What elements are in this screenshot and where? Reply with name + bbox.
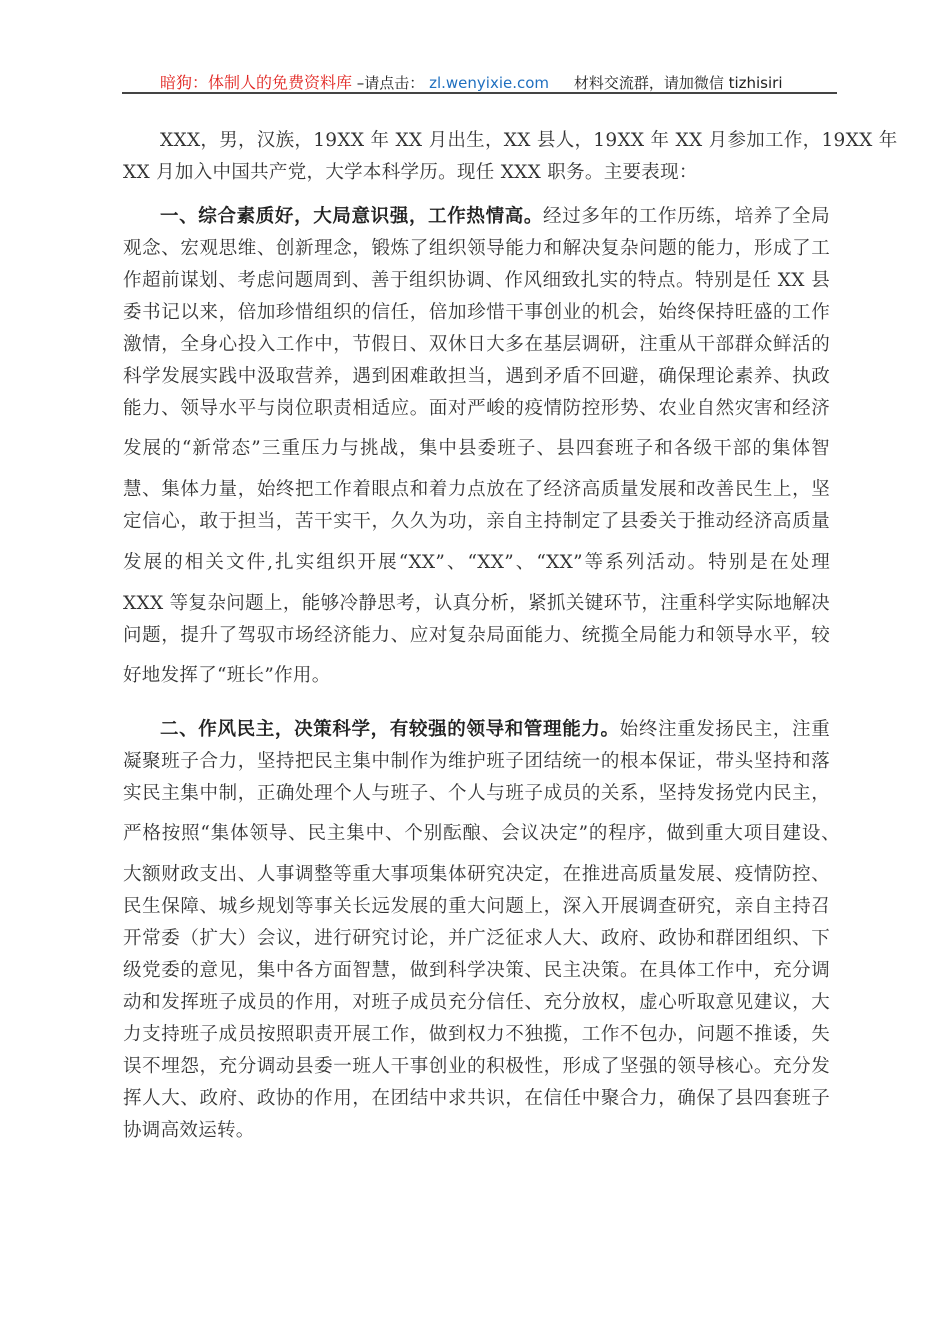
section2-line: 民生保障、城乡规划等事关长远发展的重大问题上，深入开展调查研究，亲自主持召 [123, 896, 830, 917]
section2-line: 严格按照“集体领导、民主集中、个别酝酿、会议决定”的程序，做到重大项目建设、 [123, 823, 840, 844]
section1-text: 经过多年的工作历练，培养了全局 [543, 206, 830, 227]
header-divider [122, 92, 837, 94]
section2-line: 协调高效运转。 [123, 1120, 255, 1141]
section1-line: XXX 等复杂问题上，能够冷静思考，认真分析，紧抓关键环节，注重科学实际地解决 [123, 593, 830, 614]
section1-line: 好地发挥了“班长”作用。 [123, 665, 331, 686]
section1-line: 定信心，敢于担当，苦干实干，久久为功，亲自主持制定了县委关于推动经济高质量 [123, 511, 830, 532]
section1-line: 慧、集体力量，始终把工作着眼点和着力点放在了经济高质量发展和改善民生上，坚 [123, 479, 830, 500]
page-header [160, 70, 783, 93]
section2-line: 力支持班子成员按照职责开展工作，做到权力不独揽，工作不包办，问题不推诿，失 [123, 1024, 830, 1045]
section2-line: 挥人大、政府、政协的作用，在团结中求共识，在信任中聚合力，确保了县四套班子 [123, 1088, 830, 1109]
section2-heading: 二、作风民主，决策科学，有较强的领导和管理能力。 [160, 719, 620, 740]
section2-text: 始终注重发扬民主，注重 [619, 719, 830, 740]
site-link[interactable]: zl.wenyixie.com [429, 74, 550, 92]
section2-line: 动和发挥班子成员的作用，对班子成员充分信任、充分放权，虚心听取意见建议，大 [123, 992, 830, 1013]
section2-line: 开常委（扩大）会议，进行研究讨论，并广泛征求人大、政府、政协和群团组织、下 [123, 928, 830, 949]
site-name: 暗狗：体制人的免费资料库 [160, 73, 353, 92]
section1-line: 发展的相关文件,扎实组织开展“XX”、“XX”、“XX”等系列活动。特别是在处理 [123, 552, 830, 573]
section1-first-line [160, 204, 830, 230]
section1-heading: 一、综合素质好，大局意识强，工作热情高。 [160, 206, 544, 227]
section1-line: 问题，提升了驾驭市场经济能力、应对复杂局面能力、统揽全局能力和领导水平，较 [123, 625, 830, 646]
section2-line: 误不埋怨，充分调动县委一班人干事创业的积极性，形成了坚强的领导核心。充分发 [123, 1056, 830, 1077]
section1-line: 观念、宏观思维、创新理念，锻炼了组织领导能力和解决复杂问题的能力，形成了工 [123, 238, 830, 259]
section2-line: 级党委的意见，集中各方面智慧，做到科学决策、民主决策。在具体工作中，充分调 [123, 960, 830, 981]
wechat-note: 材料交流群，请加微信 tizhisiri [573, 74, 783, 92]
section1-line: 作超前谋划、考虑问题周到、善于组织协调、作风细致扎实的特点。特别是任 XX 县 [123, 270, 830, 291]
section1-line: 激情，全身心投入工作中，节假日、双休日大多在基层调研，注重从干部群众鲜活的 [123, 334, 830, 355]
intro-line: XX 月加入中国共产党，大学本科学历。现任 XXX 职务。主要表现： [123, 162, 698, 183]
intro-line: XXX，男，汉族，19XX 年 XX 月出生，XX 县人，19XX 年 XX 月参加工作，19XX 年 [160, 130, 898, 151]
section2-first-line [160, 717, 830, 743]
section1-line: 委书记以来，倍加珍惜组织的信任，倍加珍惜干事创业的机会，始终保持旺盛的工作 [123, 302, 830, 323]
section1-line: 科学发展实践中汲取营养，遇到困难敢担当，遇到矛盾不回避，确保理论素养、执政 [123, 366, 830, 387]
section1-line: 能力、领导水平与岗位职责相适应。面对严峻的疫情防控形势、农业自然灾害和经济 [123, 398, 830, 419]
section2-line: 实民主集中制，正确处理个人与班子、个人与班子成员的关系，坚持发扬党内民主， [123, 783, 830, 804]
section2-line: 大额财政支出、人事调整等重大事项集体研究决定，在推进高质量发展、疫情防控、 [123, 864, 830, 885]
click-prompt: –请点击： [356, 74, 425, 92]
section2-line: 凝聚班子合力，坚持把民主集中制作为维护班子团结统一的根本保证，带头坚持和落 [123, 751, 830, 772]
section1-line: 发展的“新常态”三重压力与挑战，集中县委班子、县四套班子和各级干部的集体智 [123, 438, 830, 459]
